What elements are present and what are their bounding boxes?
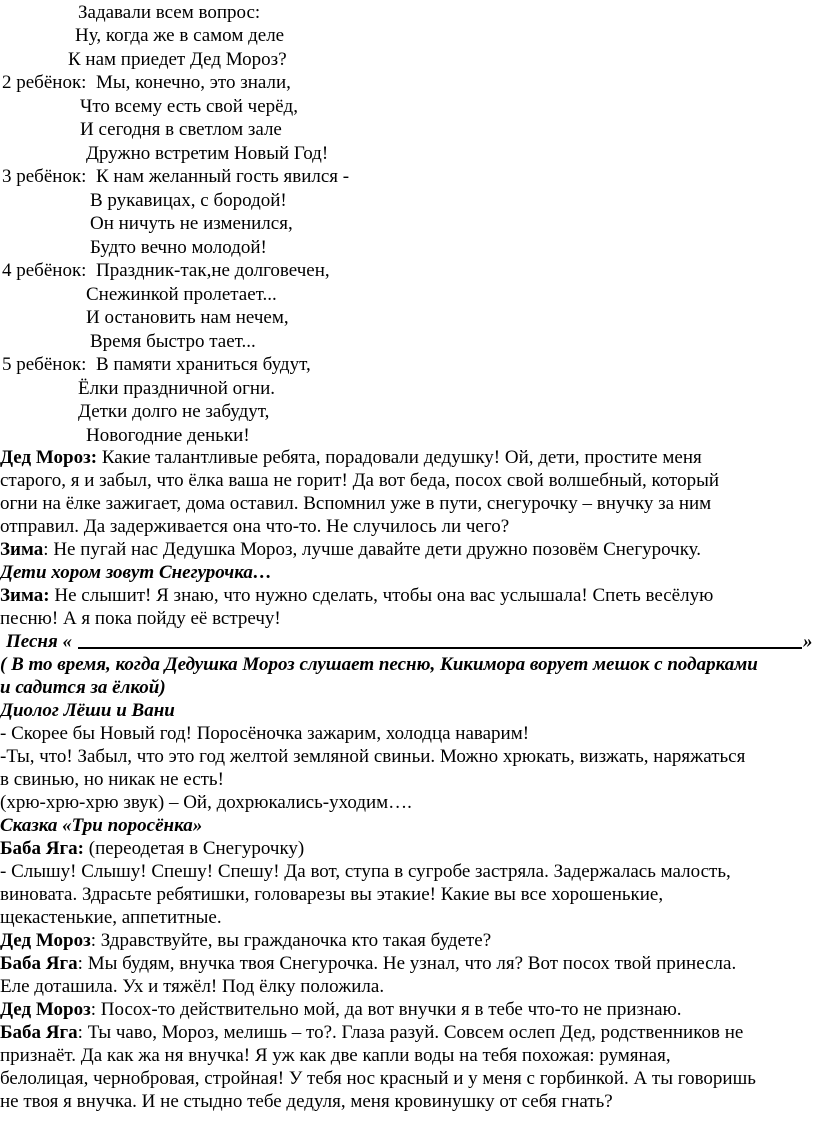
poem-line: Мы, конечно, это знали, bbox=[96, 72, 291, 93]
stage-direction: Дети хором зовут Снегурочка… bbox=[0, 562, 272, 583]
paragraph-line: старого, я и забыл, что ёлка ваша не горит! Да вот беда, посох свой волшебный, который bbox=[0, 470, 720, 491]
speaker-label: 4 ребёнок: bbox=[2, 260, 87, 281]
paragraph-line: признаёт. Да как жа ня внучка! Я уж как две капли воды на тебя похожая: румяная, bbox=[0, 1045, 671, 1066]
poem-line: Ёлки праздничной огни. bbox=[78, 378, 276, 399]
poem-line: Детки долго не забудут, bbox=[78, 401, 270, 422]
paragraph-line: Баба Яга: Ты чаво, Мороз, мелишь – то?. Глаза разуй. Совсем ослеп Дед, родственников не bbox=[0, 1022, 744, 1043]
poem-line: Праздник-так,не долговечен, bbox=[96, 260, 330, 281]
song-close: » bbox=[803, 631, 813, 652]
speaker-name: Зима: bbox=[0, 585, 50, 606]
poem-line: Ну, когда же в самом деле bbox=[75, 25, 285, 46]
paragraph-line: Баба Яга: (переодетая в Снегурочку) bbox=[0, 838, 305, 859]
poem-line: И сегодня в светлом зале bbox=[80, 119, 282, 140]
poem-line: В памяти храниться будут, bbox=[96, 354, 311, 375]
paragraph-line: Дед Мороз: Здравствуйте, вы гражданочка кто такая будете? bbox=[0, 930, 492, 951]
stage-direction: и садится за ёлкой) bbox=[0, 677, 166, 698]
speaker-name: Баба Яга: bbox=[0, 838, 84, 859]
speaker-label: 2 ребёнок: bbox=[2, 72, 87, 93]
paragraph-line: Зима: Не пугай нас Дедушка Мороз, лучше давайте дети дружно позовём Снегурочку. bbox=[0, 539, 702, 560]
song-title-blank bbox=[78, 647, 802, 649]
paragraph-line: белолицая, чернобровая, стройная! У тебя нос красный и у меня с горбинкой. А ты говоришь bbox=[0, 1068, 756, 1089]
speaker-name: Зима bbox=[0, 539, 44, 560]
poem-line: Будто вечно молодой! bbox=[90, 237, 267, 258]
paragraph-line: Зима: Не слышит! Я знаю, что нужно сделать, чтобы она вас услышала! Спеть весёлую bbox=[0, 585, 714, 606]
paragraph-line: песню! А я пока пойду её встречу! bbox=[0, 608, 281, 629]
poem-line: Задавали всем вопрос: bbox=[78, 2, 261, 23]
poem-line: Он ничуть не изменился, bbox=[90, 213, 293, 234]
speaker-name: Баба Яга bbox=[0, 1022, 78, 1043]
speaker-name: Дед Мороз bbox=[0, 999, 91, 1020]
paragraph-line: отправил. Да задерживается она что-то. Не случилось ли чего? bbox=[0, 516, 510, 537]
paragraph-line: Еле доташила. Ух и тяжёл! Под ёлку положила. bbox=[0, 976, 385, 997]
paragraph-line: в свинью, но никак не есть! bbox=[0, 769, 224, 790]
poem-line: Снежинкой пролетает... bbox=[86, 284, 277, 305]
section-heading: Диолог Лёши и Вани bbox=[0, 700, 175, 721]
speaker-label: 5 ребёнок: bbox=[2, 354, 87, 375]
speaker-label: 3 ребёнок: bbox=[2, 166, 87, 187]
stage-direction: ( В то время, когда Дедушка Мороз слушает песню, Кикимора ворует мешок с подарками bbox=[0, 654, 758, 675]
paragraph-line: виновата. Здрасьте ребятишки, головарезы вы этакие! Какие вы все хорошенькие, bbox=[0, 884, 664, 905]
poem-line: К нам желанный гость явился - bbox=[96, 166, 350, 187]
speaker-name: Дед Мороз: bbox=[0, 447, 98, 468]
paragraph-line: не твоя я внучка. И не стыдно тебе дедуля, меня кровинушку от себя гнать? bbox=[0, 1091, 613, 1112]
poem-line: Новогодние деньки! bbox=[86, 425, 250, 446]
speaker-name: Баба Яга bbox=[0, 953, 78, 974]
paragraph-line: Дед Мороз: Какие талантливые ребята, порадовали дедушку! Ой, дети, простите меня bbox=[0, 447, 702, 468]
poem-line: Время быстро тает... bbox=[90, 331, 256, 352]
speaker-name: Дед Мороз bbox=[0, 930, 91, 951]
paragraph-line: щекастенькие, аппетитные. bbox=[0, 907, 222, 928]
poem-line: В рукавицах, с бородой! bbox=[90, 190, 287, 211]
paragraph-line: Баба Яга: Мы будям, внучка твоя Снегурочка. Не узнал, что ля? Вот посох твой принесла. bbox=[0, 953, 737, 974]
poem-line: Что всему есть свой черёд, bbox=[80, 96, 298, 117]
paragraph-line: - Скорее бы Новый год! Поросёночка зажарим, холодца наварим! bbox=[0, 723, 530, 744]
paragraph-line: -Ты, что! Забыл, что это год желтой земляной свиньи. Можно хрюкать, визжать, наряжаться bbox=[0, 746, 746, 767]
paragraph-line: огни на ёлке зажигает, дома оставил. Вспомнил уже в пути, снегурочку – внучку за ним bbox=[0, 493, 712, 514]
song-open: Песня « bbox=[6, 631, 72, 652]
poem-line: И остановить нам нечем, bbox=[86, 307, 289, 328]
paragraph-line: Дед Мороз: Посох-то действительно мой, да вот внучки я в тебе что-то не признаю. bbox=[0, 999, 682, 1020]
paragraph-line: - Слышу! Слышу! Спешу! Спешу! Да вот, ступа в сугробе застряла. Задержалась малость, bbox=[0, 861, 731, 882]
poem-line: К нам приедет Дед Мороз? bbox=[68, 49, 287, 70]
section-heading: Сказка «Три поросёнка» bbox=[0, 815, 203, 836]
poem-line: Дружно встретим Новый Год! bbox=[86, 143, 329, 164]
paragraph-line: (хрю-хрю-хрю звук) – Ой, дохрюкались-уходим…. bbox=[0, 792, 412, 813]
